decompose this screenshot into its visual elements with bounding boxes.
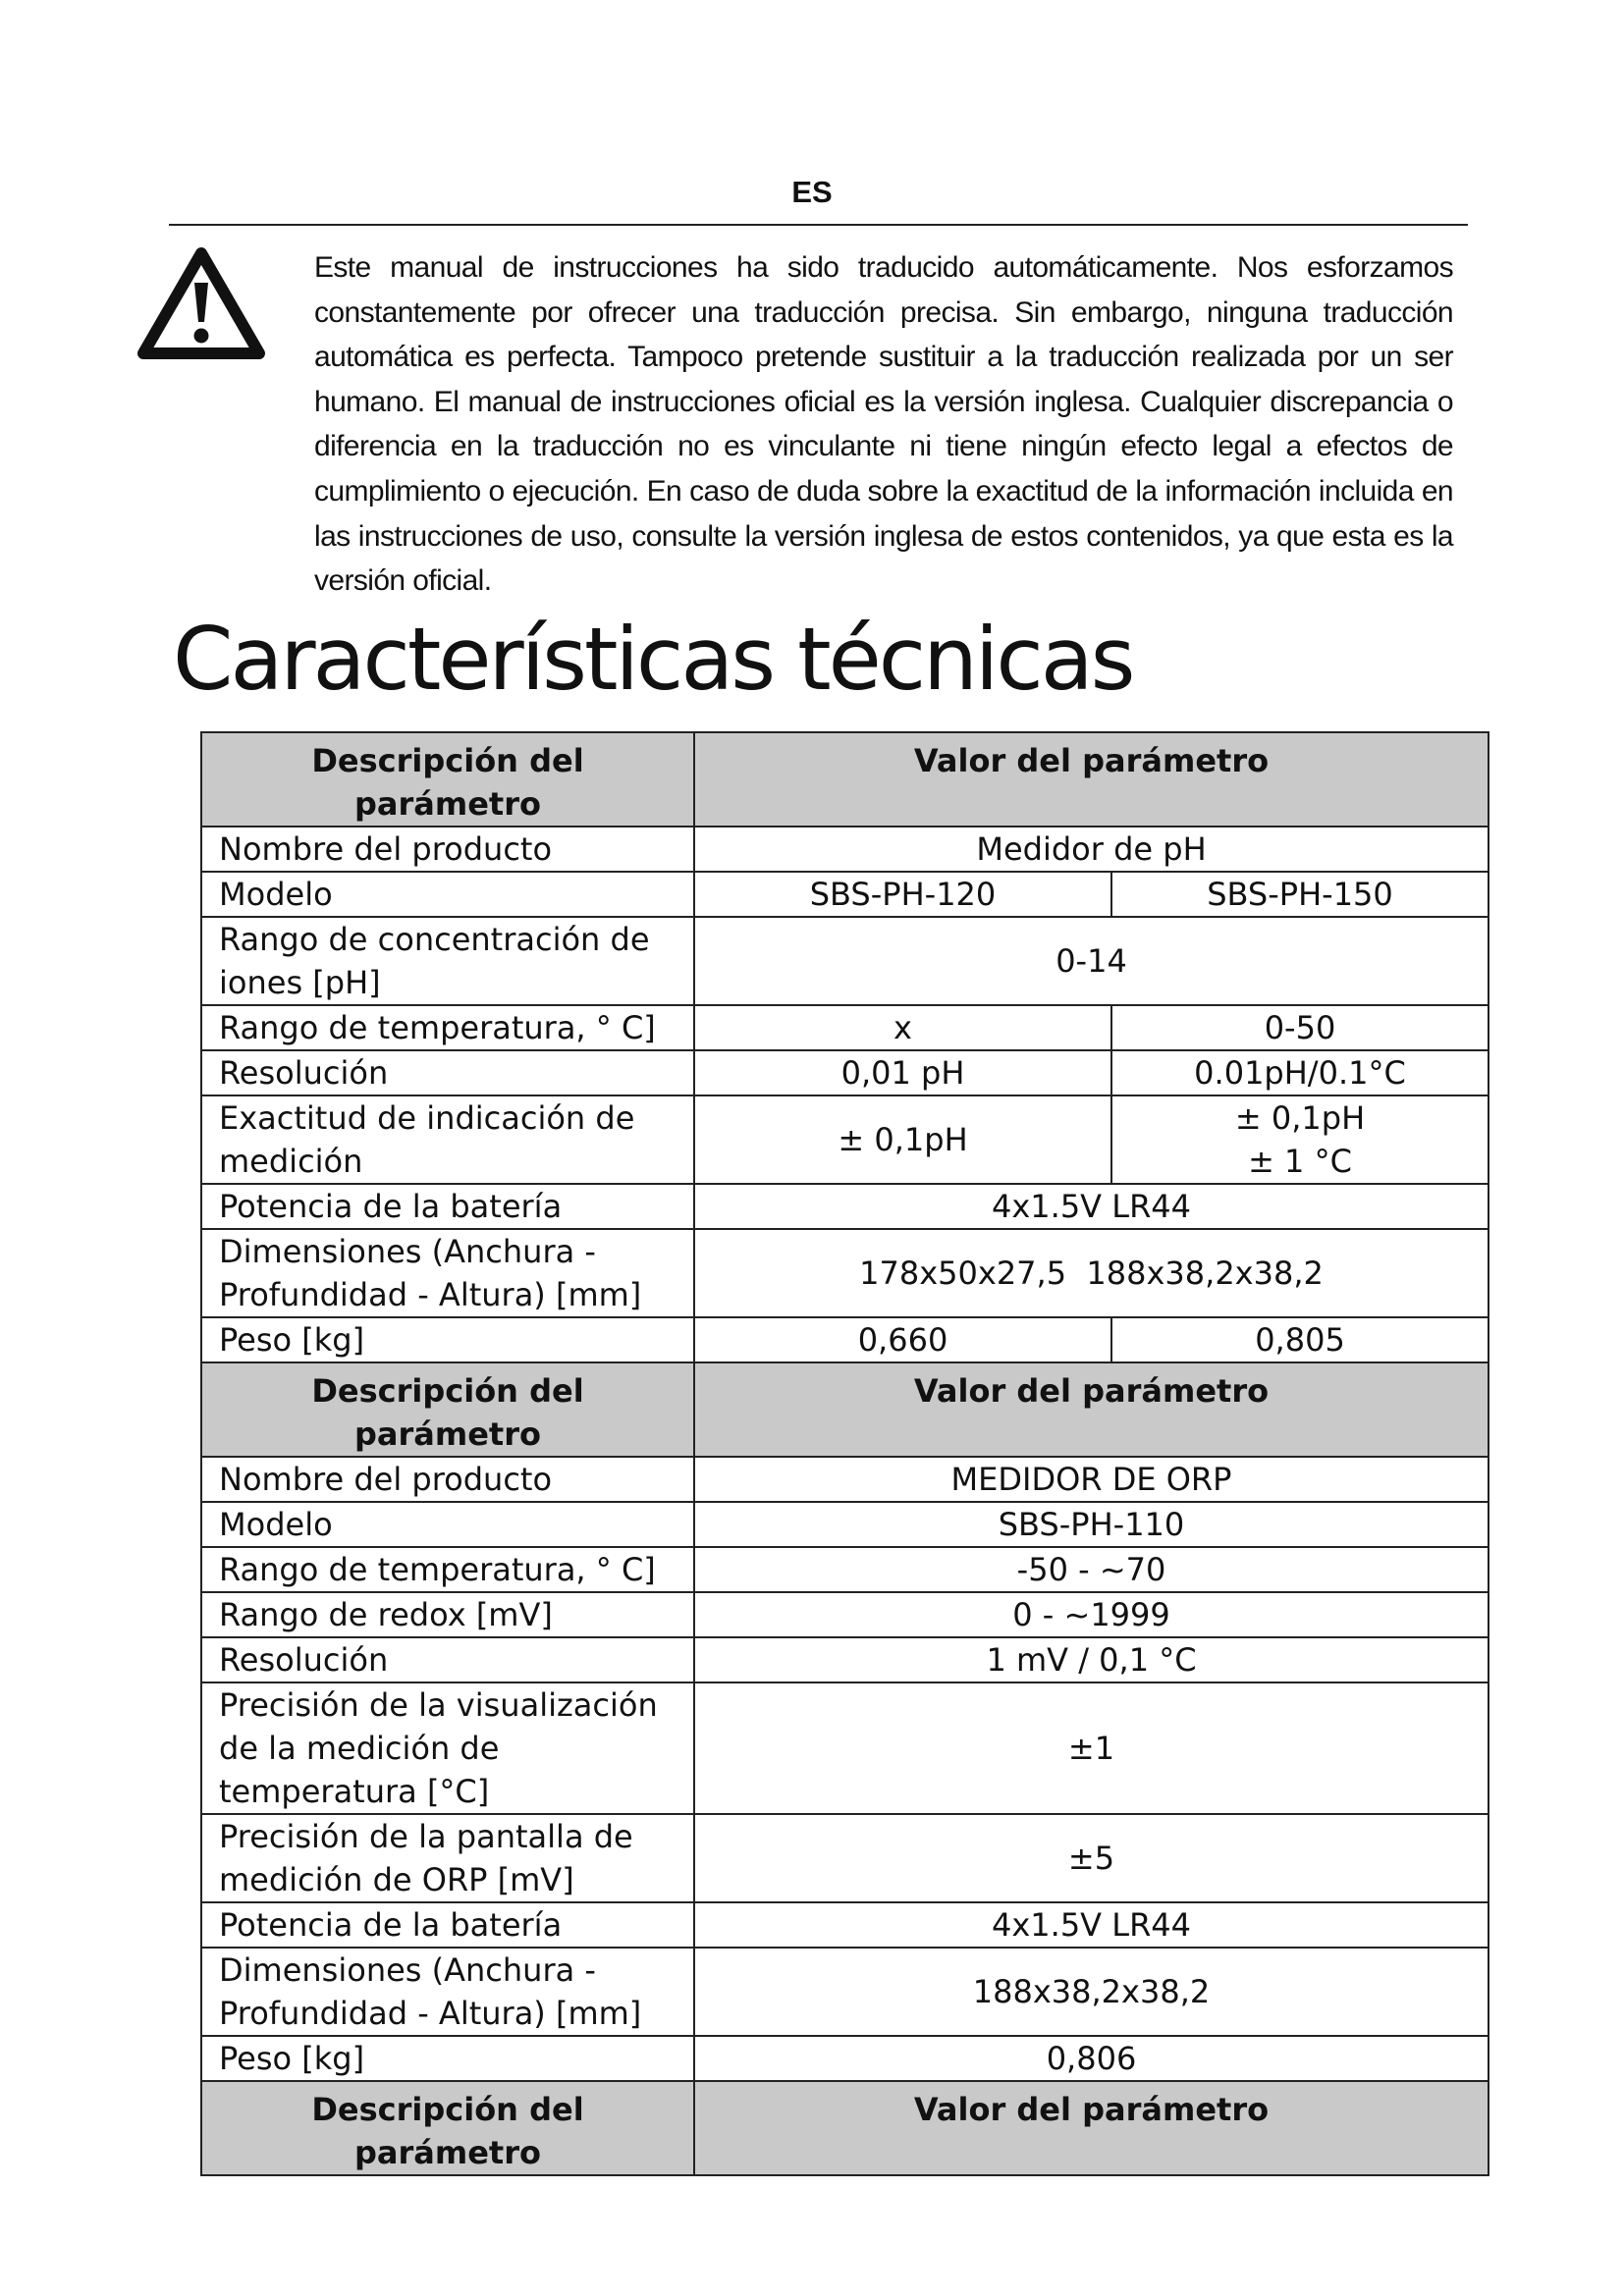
table-row	[201, 1502, 1489, 1547]
param-label: Dimensiones (Anchura - Profundidad - Altura) [mm]	[201, 1229, 694, 1317]
column-header-value: Valor del parámetro	[694, 2081, 1489, 2175]
param-value: 0-50	[1111, 1005, 1489, 1050]
param-value: SBS-PH-150	[1111, 872, 1489, 917]
param-value: x	[694, 1005, 1111, 1050]
table-row	[201, 1229, 1489, 1317]
param-value: 0,660	[694, 1317, 1111, 1362]
param-label: Modelo	[201, 1502, 694, 1547]
header-divider	[169, 224, 1468, 226]
table-row	[201, 827, 1489, 872]
param-value: ± 0,1pH	[694, 1095, 1111, 1184]
param-value: 4x1.5V LR44	[694, 1184, 1489, 1229]
param-label: Exactitud de indicación de medición	[201, 1095, 694, 1184]
param-value: 178x50x27,5 188x38,2x38,2	[694, 1229, 1489, 1317]
param-value: ±1	[694, 1682, 1489, 1814]
param-label: Peso [kg]	[201, 2036, 694, 2081]
param-label: Potencia de la batería	[201, 1902, 694, 1948]
param-value: Medidor de pH	[694, 827, 1489, 872]
param-value: SBS-PH-110	[694, 1502, 1489, 1547]
table-header-row	[201, 732, 1489, 827]
table-row	[201, 1637, 1489, 1682]
warning-triangle-icon	[137, 245, 265, 359]
table-header-row	[201, 1362, 1489, 1457]
column-header-parameter: Descripción del parámetro	[201, 1362, 694, 1457]
param-label: Resolución	[201, 1637, 694, 1682]
param-value: 188x38,2x38,2	[694, 1948, 1489, 2036]
column-header-value: Valor del parámetro	[694, 1362, 1489, 1457]
param-label: Precisión de la pantalla de medición de ORP [mV]	[201, 1814, 694, 1902]
param-label: Peso [kg]	[201, 1317, 694, 1362]
table-row	[201, 1682, 1489, 1814]
column-header-parameter: Descripción del parámetro	[201, 732, 694, 827]
table-row	[201, 1457, 1489, 1502]
param-value: 0,01 pH	[694, 1050, 1111, 1095]
param-label: Modelo	[201, 872, 694, 917]
param-label: Rango de temperatura, ° C]	[201, 1547, 694, 1592]
column-header-value: Valor del parámetro	[694, 732, 1489, 827]
param-value: MEDIDOR DE ORP	[694, 1457, 1489, 1502]
table-row	[201, 1095, 1489, 1184]
page-title: Características técnicas	[173, 609, 1133, 710]
param-value: -50 - ~70	[694, 1547, 1489, 1592]
param-value: SBS-PH-120	[694, 872, 1111, 917]
param-value-line: ± 0,1pH	[1234, 1099, 1366, 1137]
param-value: 0.01pH/0.1°C	[1111, 1050, 1489, 1095]
table-row	[201, 1902, 1489, 1948]
param-value: 1 mV / 0,1 °C	[694, 1637, 1489, 1682]
param-label: Potencia de la batería	[201, 1184, 694, 1229]
table-row	[201, 1814, 1489, 1902]
table-row	[201, 1050, 1489, 1095]
param-value: 0,806	[694, 2036, 1489, 2081]
param-value-line: ± 1 °C	[1248, 1143, 1352, 1180]
param-label: Precisión de la visualización de la medición de temperatura [°C]	[201, 1682, 694, 1814]
table-row	[201, 2036, 1489, 2081]
table-row	[201, 917, 1489, 1005]
table-row	[201, 872, 1489, 917]
param-value: ±5	[694, 1814, 1489, 1902]
table-header-row	[201, 2081, 1489, 2175]
param-label: Rango de concentración de iones [pH]	[201, 917, 694, 1005]
param-label: Nombre del producto	[201, 1457, 694, 1502]
table-row	[201, 1547, 1489, 1592]
param-value: 0,805	[1111, 1317, 1489, 1362]
param-value: 0-14	[694, 917, 1489, 1005]
table-row	[201, 1005, 1489, 1050]
param-label: Rango de temperatura, ° C]	[201, 1005, 694, 1050]
param-label: Rango de redox [mV]	[201, 1592, 694, 1637]
column-header-parameter: Descripción del parámetro	[201, 2081, 694, 2175]
language-code: ES	[791, 175, 833, 209]
table-row	[201, 1592, 1489, 1637]
param-label: Resolución	[201, 1050, 694, 1095]
param-label: Dimensiones (Anchura - Profundidad - Altura) [mm]	[201, 1948, 694, 2036]
param-value	[1111, 1095, 1489, 1184]
technical-specs-table	[200, 731, 1489, 2176]
param-value: 4x1.5V LR44	[694, 1902, 1489, 1948]
table-row	[201, 1948, 1489, 2036]
table-row	[201, 1184, 1489, 1229]
translation-notice: Este manual de instrucciones ha sido traducido automáticamente. Nos esforzamos constantemente por ofrecer una traducción precisa. Sin embargo, ninguna traducción automática es perfecta. Tampoco pretende sustituir a la traducción realizada por un ser humano. El manual de instrucciones oficial es la versión inglesa. Cualquier discrepancia o diferencia en la traducción no es vinculante ni tiene ningún efecto legal a efectos de cumplimiento o ejecución. En caso de duda sobre la exactitud de la información incluida en las instrucciones de uso, consulte la versión inglesa de estos contenidos, ya que esta es la versión oficial.	[314, 251, 1453, 598]
param-value: 0 - ~1999	[694, 1592, 1489, 1637]
param-label: Nombre del producto	[201, 827, 694, 872]
table-row	[201, 1317, 1489, 1362]
